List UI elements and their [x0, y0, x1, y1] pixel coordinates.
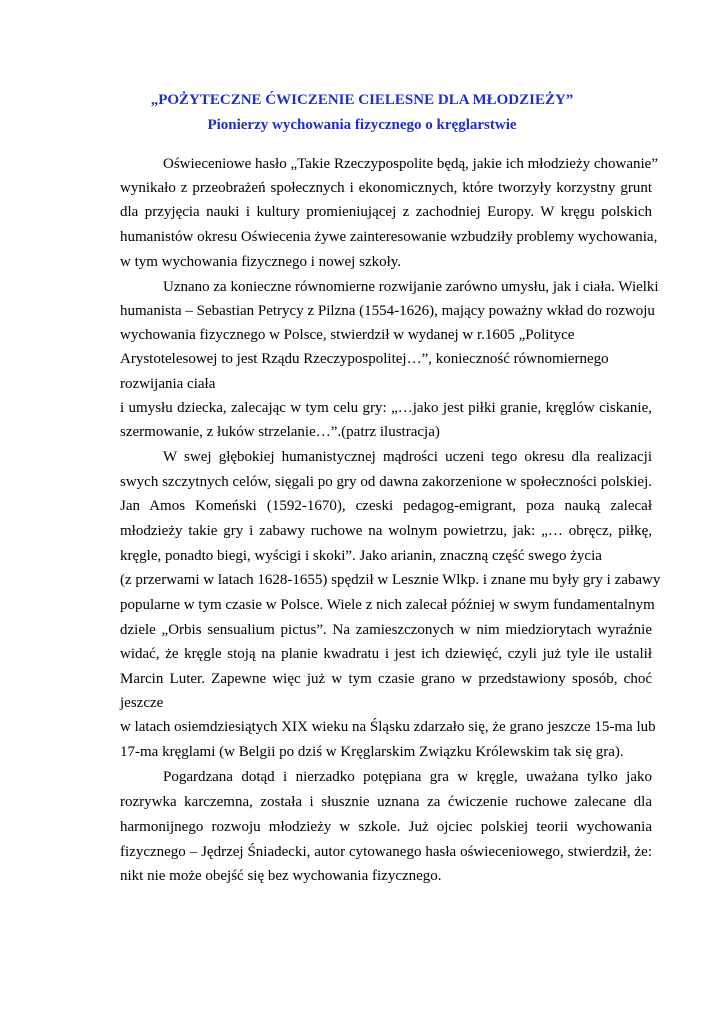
text-line: Oświeceniowe hasło „Takie Rzeczypospolite będą, jakie ich młodzieży chowanie”	[163, 156, 658, 172]
text-line: Arystotelesowej to jest Rządu Rzeczypospolitej…”, konieczność równomiernego	[120, 351, 609, 367]
text-line: harmonijnego rozwoju młodzieży w szkole. Już ojciec polskiej teorii wychowania	[120, 819, 652, 835]
text-line: W swej głębokiej humanistycznej mądrości uczeni tego okresu dla realizacji	[163, 449, 652, 465]
text-line: fizycznego – Jędrzej Śniadecki, autor cytowanego hasła oświeceniowego, stwierdził, że:	[120, 844, 652, 860]
text-line: w latach osiemdziesiątych XIX wieku na Śląsku zdarzało się, że grano jeszcze 15-ma lub	[120, 719, 656, 735]
text-line: widać, że kręgle stoją na planie kwadratu i jest ich dziewięć, czyli już tyle ile ustalił	[120, 646, 652, 662]
text-line: dla przyjęcia nauki i kultury promieniującej z zachodniej Europy. W kręgu polskich	[120, 204, 652, 220]
page-subtitle: Pionierzy wychowania fizycznego o kręglarstwie	[207, 117, 517, 133]
text-line: wynikało z przeobrażeń społecznych i ekonomicznych, które tworzyły korzystny grunt	[120, 180, 652, 196]
text-line: kręgle, ponadto biegi, wyścigi i skoki”. Jako arianin, znaczną część swego życia	[120, 548, 602, 564]
text-line: Marcin Luter. Zapewne więc już w tym czasie grano w przedstawiony sposób, choć	[120, 671, 652, 687]
page-title: „POŻYTECZNE ĆWICZENIE CIELESNE DLA MŁODZIEŻY”	[150, 92, 574, 108]
text-line: szermowanie, z łuków strzelanie…”.(patrz ilustracja)	[120, 424, 440, 440]
text-line: humanistów okresu Oświecenia żywe zainteresowanie wzbudziły problemy wychowania,	[120, 229, 658, 245]
text-line: wychowania fizycznego w Polsce, stwierdził w wydanej w r.1605 „Polityce	[120, 327, 575, 343]
text-line: swych szczytnych celów, sięgali po gry od dawna zakorzenione w społeczności polskiej.	[120, 474, 652, 490]
text-line: nikt nie może obejść się bez wychowania fizycznego.	[120, 868, 442, 884]
text-line: rozwijania ciała	[120, 376, 216, 392]
text-line: Uznano za konieczne równomierne rozwijanie zarówno umysłu, jak i ciała. Wielki	[163, 279, 659, 295]
text-line: Jan Amos Komeński (1592-1670), czeski pedagog-emigrant, poza nauką zalecał	[120, 498, 652, 514]
text-line: w tym wychowania fizycznego i nowej szkoły.	[120, 254, 402, 270]
text-line: popularne w tym czasie w Polsce. Wiele z nich zalecał później w swym fundamentalnym	[120, 597, 655, 613]
text-line: rozrywka karczemna, została i słusznie uznana za ćwiczenie ruchowe zalecane dla	[120, 794, 652, 810]
text-line: (z przerwami w latach 1628-1655) spędził w Lesznie Wlkp. i znane mu były gry i zabawy	[120, 572, 661, 588]
text-line: i umysłu dziecka, zalecając w tym celu gry: „…jako jest piłki granie, kręglów ciskanie,	[120, 400, 652, 416]
text-line: dziele „Orbis sensualium pictus”. Na zamieszczonych w nim miedziorytach wyraźnie	[120, 622, 652, 638]
text-line: Pogardzana dotąd i nierzadko potępiana gra w kręgle, uważana tylko jako	[163, 769, 652, 785]
text-line: jeszcze	[120, 695, 164, 711]
text-line: humanista – Sebastian Petrycy z Pilzna (1554-1626), mający poważny wkład do rozwoju	[120, 303, 655, 319]
text-line: młodzieży takie gry i zabawy ruchowe na wolnym powietrzu, jak: „… obręcz, piłkę,	[120, 523, 652, 539]
text-line: 17-ma kręglami (w Belgii po dziś w Kręglarskim Związku Królewskim tak się gra).	[120, 744, 624, 760]
